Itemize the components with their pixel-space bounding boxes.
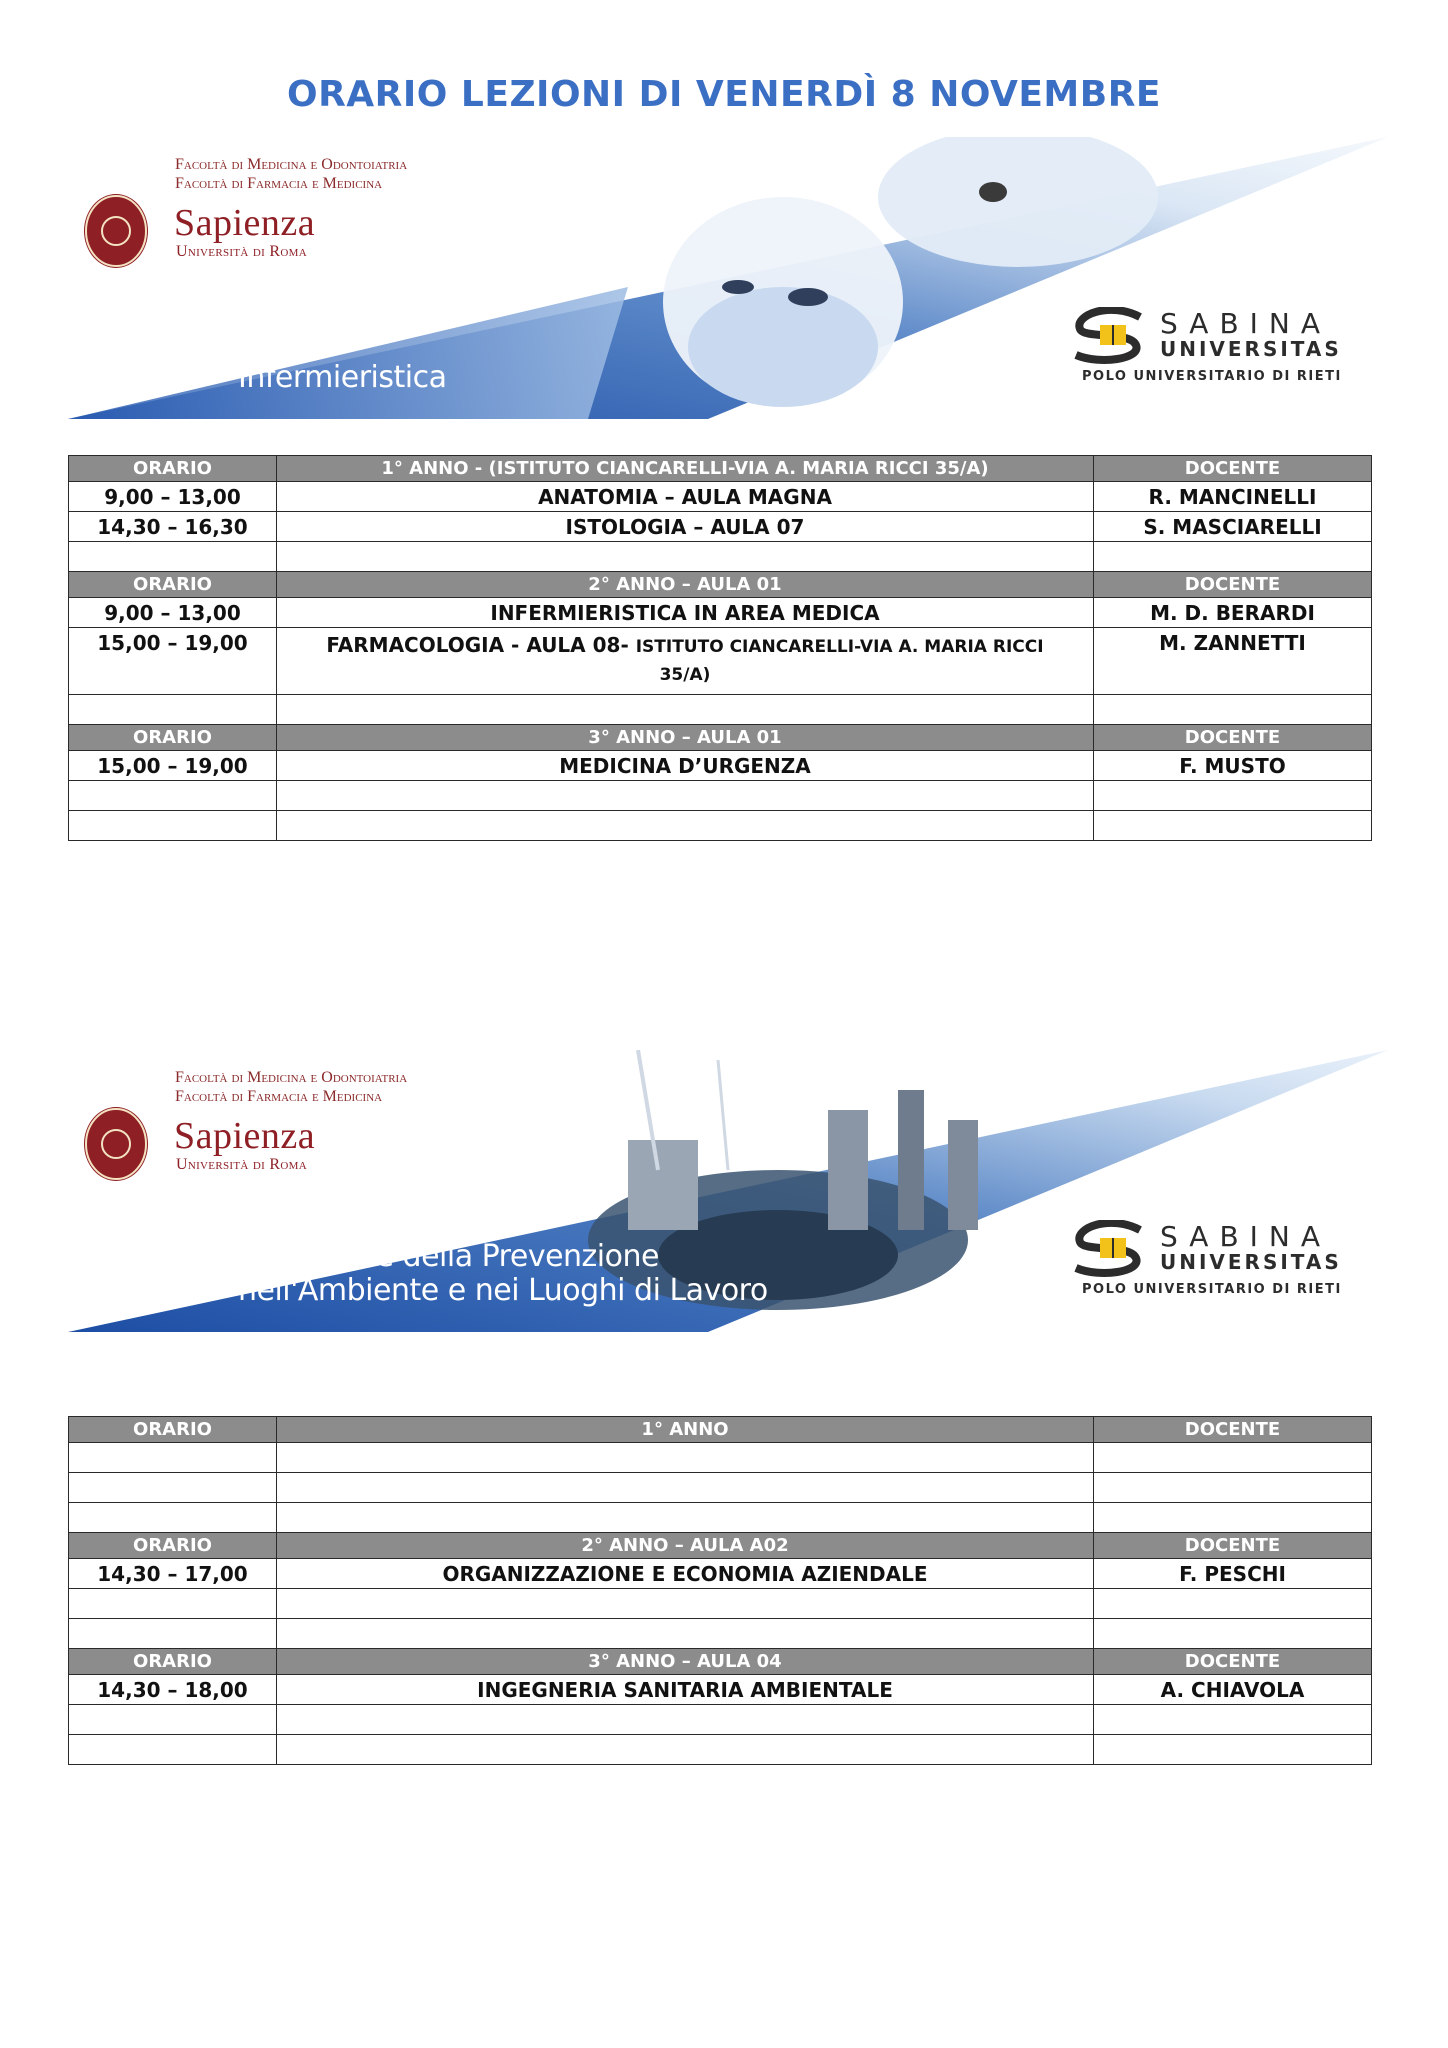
- header-year-title: 2° ANNO – AULA A02: [277, 1533, 1094, 1559]
- cell-teacher: [1094, 1619, 1372, 1649]
- table-row: [69, 1675, 1372, 1705]
- header-docente: DOCENTE: [1094, 1417, 1372, 1443]
- cell-subject: [277, 628, 1094, 695]
- table-row: [69, 542, 1372, 572]
- header-year-title: 3° ANNO – AULA 04: [277, 1649, 1094, 1675]
- cell-subject: [277, 1443, 1094, 1473]
- faculty-line-2: Facoltà di Farmacia e Medicina: [175, 1088, 383, 1105]
- cell-subject: INFERMIERISTICA IN AREA MEDICA: [277, 598, 1094, 628]
- cell-teacher: F. MUSTO: [1094, 751, 1372, 781]
- sabina-word: SABINA: [1160, 1220, 1332, 1253]
- sapienza-seal-icon: [84, 1107, 148, 1181]
- cell-subject: [277, 811, 1094, 841]
- cell-time: [69, 1503, 277, 1533]
- table-row: [69, 781, 1372, 811]
- cell-subject: [277, 1619, 1094, 1649]
- table-row: [69, 751, 1372, 781]
- schedule-table-tecniche-prevenzione: [68, 1416, 1372, 1765]
- header-orario: ORARIO: [69, 572, 277, 598]
- sabina-universitas-logo: [1070, 307, 1360, 387]
- table-row: [69, 695, 1372, 725]
- header-year-title: 3° ANNO – AULA 01: [277, 725, 1094, 751]
- cell-teacher: A. CHIAVOLA: [1094, 1675, 1372, 1705]
- table-header-row: [69, 1649, 1372, 1675]
- table-header-row: [69, 1533, 1372, 1559]
- cell-subject-extra: ISTITUTO CIANCARELLI-VIA A. MARIA RICCI 35/A): [635, 637, 1044, 685]
- universita-roma-label: Università di Roma: [176, 243, 307, 260]
- universitas-word: UNIVERSITAS: [1160, 1250, 1342, 1274]
- cell-time: 9,00 – 13,00: [69, 598, 277, 628]
- table-row: [69, 1443, 1372, 1473]
- cell-subject: ANATOMIA – AULA MAGNA: [277, 482, 1094, 512]
- table-row: [69, 811, 1372, 841]
- cell-time: [69, 1735, 277, 1765]
- sapienza-seal-icon: [84, 194, 148, 268]
- table-header-row: [69, 725, 1372, 751]
- header-docente: DOCENTE: [1094, 725, 1372, 751]
- header-year-title: 1° ANNO: [277, 1417, 1094, 1443]
- cell-teacher: [1094, 1443, 1372, 1473]
- header-docente: DOCENTE: [1094, 456, 1372, 482]
- cell-teacher: [1094, 1473, 1372, 1503]
- cell-subject: [277, 1503, 1094, 1533]
- cell-teacher: S. MASCIARELLI: [1094, 512, 1372, 542]
- cell-subject: ORGANIZZAZIONE E ECONOMIA AZIENDALE: [277, 1559, 1094, 1589]
- table-row: [69, 512, 1372, 542]
- table-row: [69, 482, 1372, 512]
- cell-subject: [277, 1735, 1094, 1765]
- cell-time: [69, 1589, 277, 1619]
- table-row: [69, 1705, 1372, 1735]
- cell-teacher: M. ZANNETTI: [1094, 628, 1372, 695]
- universitas-word: UNIVERSITAS: [1160, 337, 1342, 361]
- sabina-book-icon: [1070, 307, 1152, 365]
- cell-time: [69, 781, 277, 811]
- cell-teacher: [1094, 1589, 1372, 1619]
- cell-time: [69, 695, 277, 725]
- table-header-row: [69, 1417, 1372, 1443]
- cell-time: 14,30 – 17,00: [69, 1559, 277, 1589]
- header-year-title: 1° ANNO - (ISTITUTO CIANCARELLI-VIA A. MARIA RICCI 35/A): [277, 456, 1094, 482]
- sabina-word: SABINA: [1160, 307, 1332, 340]
- header-orario: ORARIO: [69, 725, 277, 751]
- course-name-tecniche: [238, 1240, 768, 1308]
- cell-subject: [277, 1705, 1094, 1735]
- header-orario: ORARIO: [69, 456, 277, 482]
- cell-time: 14,30 – 18,00: [69, 1675, 277, 1705]
- header-docente: DOCENTE: [1094, 572, 1372, 598]
- cell-subject-main: FARMACOLOGIA - AULA 08-: [326, 633, 629, 657]
- cell-subject: [277, 695, 1094, 725]
- cell-time: [69, 1705, 277, 1735]
- header-docente: DOCENTE: [1094, 1533, 1372, 1559]
- cell-teacher: [1094, 542, 1372, 572]
- cell-subject: INGEGNERIA SANITARIA AMBIENTALE: [277, 1675, 1094, 1705]
- table-row: [69, 1589, 1372, 1619]
- cell-subject: MEDICINA D’URGENZA: [277, 751, 1094, 781]
- header-orario: ORARIO: [69, 1533, 277, 1559]
- cell-teacher: [1094, 1735, 1372, 1765]
- banner-infermieristica: [68, 137, 1388, 419]
- table-row: [69, 1619, 1372, 1649]
- cell-subject: [277, 1473, 1094, 1503]
- faculty-line-1: Facoltà di Medicina e Odontoiatria: [175, 1069, 408, 1086]
- cell-teacher: R. MANCINELLI: [1094, 482, 1372, 512]
- cell-subject: [277, 781, 1094, 811]
- course-line-1: Tecniche della Prevenzione: [268, 1239, 659, 1274]
- sabina-book-icon: [1070, 1220, 1152, 1278]
- polo-tagline: POLO UNIVERSITARIO DI RIETI: [1082, 1282, 1342, 1297]
- header-docente: DOCENTE: [1094, 1649, 1372, 1675]
- course-line-2: nell'Ambiente e nei Luoghi di Lavoro: [238, 1273, 768, 1308]
- header-year-title: 2° ANNO – AULA 01: [277, 572, 1094, 598]
- cell-time: [69, 542, 277, 572]
- cell-teacher: M. D. BERARDI: [1094, 598, 1372, 628]
- cell-teacher: [1094, 781, 1372, 811]
- page-title: ORARIO LEZIONI DI VENERDÌ 8 NOVEMBRE: [286, 74, 1162, 115]
- table-row: [69, 1503, 1372, 1533]
- cell-subject: [277, 542, 1094, 572]
- table-header-row: [69, 572, 1372, 598]
- header-orario: ORARIO: [69, 1649, 277, 1675]
- course-name-infermieristica: Infermieristica: [238, 360, 447, 395]
- table-row: [69, 598, 1372, 628]
- cell-subject: [277, 1589, 1094, 1619]
- table-row: [69, 1559, 1372, 1589]
- table-row: [69, 1735, 1372, 1765]
- polo-tagline: POLO UNIVERSITARIO DI RIETI: [1082, 369, 1342, 384]
- table-header-row: [69, 456, 1372, 482]
- sabina-universitas-logo: [1070, 1220, 1360, 1300]
- cell-teacher: [1094, 811, 1372, 841]
- cell-teacher: F. PESCHI: [1094, 1559, 1372, 1589]
- cell-subject: ISTOLOGIA – AULA 07: [277, 512, 1094, 542]
- faculty-lines: [175, 155, 407, 193]
- cell-time: [69, 1473, 277, 1503]
- faculty-line-2: Facoltà di Farmacia e Medicina: [175, 175, 383, 192]
- cell-time: [69, 1443, 277, 1473]
- cell-time: 9,00 – 13,00: [69, 482, 277, 512]
- cell-time: 15,00 – 19,00: [69, 751, 277, 781]
- cell-teacher: [1094, 1503, 1372, 1533]
- faculty-lines: [175, 1068, 407, 1106]
- cell-teacher: [1094, 1705, 1372, 1735]
- cell-time: [69, 811, 277, 841]
- faculty-line-1: Facoltà di Medicina e Odontoiatria: [175, 156, 408, 173]
- cell-teacher: [1094, 695, 1372, 725]
- table-row: [69, 628, 1372, 695]
- table-row: [69, 1473, 1372, 1503]
- cell-time: [69, 1619, 277, 1649]
- schedule-table-infermieristica: [68, 455, 1372, 841]
- banner-tecniche-prevenzione: [68, 1050, 1388, 1332]
- sapienza-wordmark: Sapienza: [174, 1115, 316, 1157]
- cell-time: 14,30 – 16,30: [69, 512, 277, 542]
- header-orario: ORARIO: [69, 1417, 277, 1443]
- sapienza-wordmark: Sapienza: [174, 202, 316, 244]
- universita-roma-label: Università di Roma: [176, 1156, 307, 1173]
- cell-time: 15,00 – 19,00: [69, 628, 277, 695]
